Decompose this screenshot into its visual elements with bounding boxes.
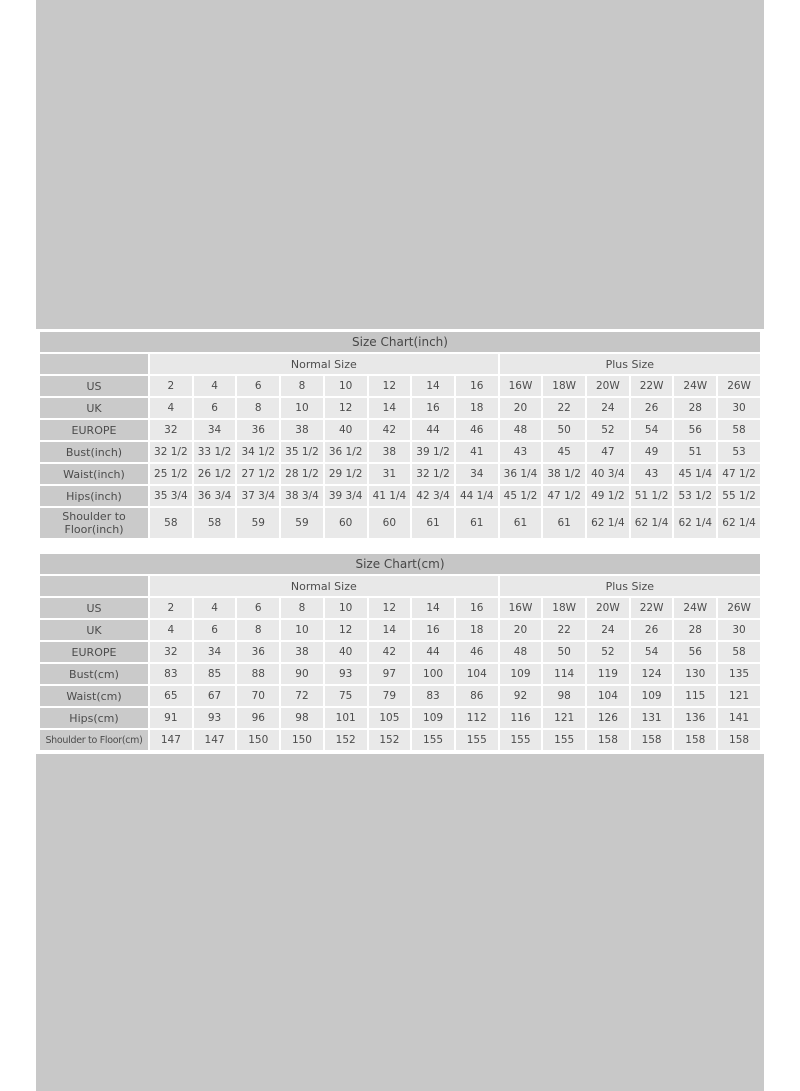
table-cell: 39 3/4: [325, 486, 367, 506]
table-cell: 12: [369, 376, 411, 396]
table-cell: 43: [631, 464, 673, 484]
table-cell: 24W: [674, 376, 716, 396]
row-label: Waist(inch): [40, 464, 148, 484]
table-cell: 40: [325, 420, 367, 440]
table-cell: 18: [456, 620, 498, 640]
table-cell: 115: [674, 686, 716, 706]
table-cell: 8: [281, 598, 323, 618]
table-title: Size Chart(inch): [40, 332, 760, 352]
table-cell: 26W: [718, 598, 760, 618]
table-cell: 45: [543, 442, 585, 462]
table-cell: 12: [325, 398, 367, 418]
table-cell: 90: [281, 664, 323, 684]
row-label: Shoulder to Floor(cm): [40, 730, 148, 750]
table-cell: 41: [456, 442, 498, 462]
table-cell: 22: [543, 620, 585, 640]
table-cell: 38 3/4: [281, 486, 323, 506]
table-cell: 97: [369, 664, 411, 684]
table-cell: 51 1/2: [631, 486, 673, 506]
column-group-row: [40, 354, 760, 374]
table-row: [40, 642, 760, 662]
corner-blank-cell: [40, 576, 148, 596]
table-cell: 58: [150, 508, 192, 538]
table-row: [40, 598, 760, 618]
table-cell: 65: [150, 686, 192, 706]
table-cell: 61: [456, 508, 498, 538]
table-cell: 6: [237, 598, 279, 618]
row-label: Waist(cm): [40, 686, 148, 706]
table-row: [40, 442, 760, 462]
table-cell: 8: [281, 376, 323, 396]
table-cell: 10: [281, 398, 323, 418]
table-cell: 152: [325, 730, 367, 750]
table-cell: 18W: [543, 598, 585, 618]
column-group-plus-size: Plus Size: [500, 354, 760, 374]
table-cell: 45 1/2: [500, 486, 542, 506]
row-label: Bust(cm): [40, 664, 148, 684]
column-group-row: [40, 576, 760, 596]
table-cell: 26: [631, 398, 673, 418]
table-cell: 62 1/4: [587, 508, 629, 538]
table-row: [40, 508, 760, 538]
table-title: Size Chart(cm): [40, 554, 760, 574]
table-cell: 28 1/2: [281, 464, 323, 484]
table-cell: 150: [237, 730, 279, 750]
table-cell: 121: [718, 686, 760, 706]
table-cell: 22W: [631, 598, 673, 618]
table-cell: 30: [718, 620, 760, 640]
table-cell: 51: [674, 442, 716, 462]
table-cell: 92: [500, 686, 542, 706]
column-group-plus-size: Plus Size: [500, 576, 760, 596]
table-cell: 16W: [500, 598, 542, 618]
table-cell: 155: [456, 730, 498, 750]
table-cell: 44 1/4: [456, 486, 498, 506]
table-cell: 79: [369, 686, 411, 706]
table-cell: 54: [631, 642, 673, 662]
table-cell: 36 3/4: [194, 486, 236, 506]
table-cell: 83: [412, 686, 454, 706]
table-cell: 59: [281, 508, 323, 538]
table-cell: 22: [543, 398, 585, 418]
table-cell: 100: [412, 664, 454, 684]
table-cell: 30: [718, 398, 760, 418]
table-cell: 20W: [587, 376, 629, 396]
table-cell: 16: [456, 598, 498, 618]
table-cell: 34: [194, 642, 236, 662]
table-cell: 58: [718, 642, 760, 662]
table-row: [40, 398, 760, 418]
table-row: [40, 464, 760, 484]
table-cell: 101: [325, 708, 367, 728]
table-cell: 18W: [543, 376, 585, 396]
table-cell: 33 1/2: [194, 442, 236, 462]
column-group-normal-size: Normal Size: [150, 354, 498, 374]
table-cell: 46: [456, 420, 498, 440]
table-cell: 29 1/2: [325, 464, 367, 484]
table-cell: 152: [369, 730, 411, 750]
table-cell: 12: [325, 620, 367, 640]
table-cell: 39 1/2: [412, 442, 454, 462]
table-row: [40, 620, 760, 640]
table-cell: 62 1/4: [718, 508, 760, 538]
table-cell: 85: [194, 664, 236, 684]
table-cell: 155: [543, 730, 585, 750]
table-cell: 158: [674, 730, 716, 750]
table-cell: 119: [587, 664, 629, 684]
table-cell: 28: [674, 398, 716, 418]
row-label: Shoulder to Floor(inch): [40, 508, 148, 538]
table-cell: 56: [674, 420, 716, 440]
table-cell: 27 1/2: [237, 464, 279, 484]
table-cell: 4: [150, 620, 192, 640]
table-cell: 55 1/2: [718, 486, 760, 506]
table-cell: 20W: [587, 598, 629, 618]
table-cell: 20: [500, 398, 542, 418]
table-cell: 98: [281, 708, 323, 728]
row-label: UK: [40, 398, 148, 418]
table-cell: 60: [369, 508, 411, 538]
table-cell: 158: [718, 730, 760, 750]
table-cell: 67: [194, 686, 236, 706]
table-cell: 8: [237, 398, 279, 418]
table-cell: 2: [150, 598, 192, 618]
table-cell: 10: [325, 598, 367, 618]
table-cell: 35 3/4: [150, 486, 192, 506]
table-cell: 6: [237, 376, 279, 396]
table-cell: 38: [281, 420, 323, 440]
table-cell: 61: [500, 508, 542, 538]
table-cell: 155: [500, 730, 542, 750]
table-cell: 26W: [718, 376, 760, 396]
table-cell: 49 1/2: [587, 486, 629, 506]
table-cell: 83: [150, 664, 192, 684]
table-cell: 10: [281, 620, 323, 640]
table-cell: 36: [237, 420, 279, 440]
table-cell: 44: [412, 420, 454, 440]
table-cell: 131: [631, 708, 673, 728]
table-cell: 52: [587, 420, 629, 440]
row-label: Hips(inch): [40, 486, 148, 506]
table-cell: 104: [456, 664, 498, 684]
table-cell: 10: [325, 376, 367, 396]
table-cell: 14: [369, 398, 411, 418]
table-cell: 53 1/2: [674, 486, 716, 506]
table-cell: 22W: [631, 376, 673, 396]
table-cell: 41 1/4: [369, 486, 411, 506]
table-row: [40, 708, 760, 728]
table-cell: 35 1/2: [281, 442, 323, 462]
table-cell: 32 1/2: [150, 442, 192, 462]
table-cell: 109: [500, 664, 542, 684]
table-cell: 62 1/4: [631, 508, 673, 538]
table-row: [40, 376, 760, 396]
table-cell: 109: [631, 686, 673, 706]
table-cell: 42: [369, 642, 411, 662]
table-cell: 158: [631, 730, 673, 750]
table-cell: 114: [543, 664, 585, 684]
table-title-row: [40, 554, 760, 574]
table-cell: 136: [674, 708, 716, 728]
table-cell: 4: [194, 376, 236, 396]
table-cell: 38 1/2: [543, 464, 585, 484]
table-cell: 52: [587, 642, 629, 662]
table-cell: 60: [325, 508, 367, 538]
row-label: UK: [40, 620, 148, 640]
table-cell: 44: [412, 642, 454, 662]
table-cell: 56: [674, 642, 716, 662]
table-cell: 93: [325, 664, 367, 684]
table-cell: 28: [674, 620, 716, 640]
table-cell: 34 1/2: [237, 442, 279, 462]
table-cell: 150: [281, 730, 323, 750]
table-cell: 4: [194, 598, 236, 618]
table-cell: 36: [237, 642, 279, 662]
table-cell: 25 1/2: [150, 464, 192, 484]
table-cell: 36 1/4: [500, 464, 542, 484]
table-row: [40, 664, 760, 684]
table-cell: 61: [412, 508, 454, 538]
table-cell: 47: [587, 442, 629, 462]
table-cell: 93: [194, 708, 236, 728]
table-cell: 2: [150, 376, 192, 396]
table-cell: 32: [150, 642, 192, 662]
table-cell: 16W: [500, 376, 542, 396]
row-label: US: [40, 376, 148, 396]
table-cell: 50: [543, 642, 585, 662]
table-cell: 109: [412, 708, 454, 728]
table-cell: 34: [456, 464, 498, 484]
table-cell: 72: [281, 686, 323, 706]
table-row: [40, 686, 760, 706]
table-cell: 34: [194, 420, 236, 440]
table-cell: 49: [631, 442, 673, 462]
table-cell: 37 3/4: [237, 486, 279, 506]
table-cell: 70: [237, 686, 279, 706]
table-cell: 155: [412, 730, 454, 750]
table-cell: 31: [369, 464, 411, 484]
table-cell: 16: [412, 398, 454, 418]
table-cell: 16: [456, 376, 498, 396]
table-cell: 130: [674, 664, 716, 684]
table-cell: 26: [631, 620, 673, 640]
table-cell: 141: [718, 708, 760, 728]
table-cell: 126: [587, 708, 629, 728]
table-cell: 14: [369, 620, 411, 640]
table-cell: 61: [543, 508, 585, 538]
table-row: [40, 486, 760, 506]
table-cell: 116: [500, 708, 542, 728]
table-cell: 58: [194, 508, 236, 538]
table-cell: 58: [718, 420, 760, 440]
table-cell: 75: [325, 686, 367, 706]
table-cell: 4: [150, 398, 192, 418]
table-cell: 32 1/2: [412, 464, 454, 484]
column-group-normal-size: Normal Size: [150, 576, 498, 596]
table-cell: 16: [412, 620, 454, 640]
table-cell: 50: [543, 420, 585, 440]
table-cell: 32: [150, 420, 192, 440]
row-label: EUROPE: [40, 642, 148, 662]
table-cell: 86: [456, 686, 498, 706]
row-label: EUROPE: [40, 420, 148, 440]
table-cell: 47 1/2: [543, 486, 585, 506]
table-cell: 40 3/4: [587, 464, 629, 484]
size-chart-panel: [36, 329, 764, 754]
table-cell: 42 3/4: [412, 486, 454, 506]
table-title-row: [40, 332, 760, 352]
table-cell: 47 1/2: [718, 464, 760, 484]
table-cell: 54: [631, 420, 673, 440]
table-cell: 46: [456, 642, 498, 662]
table-cell: 48: [500, 420, 542, 440]
table-cell: 88: [237, 664, 279, 684]
table-cell: 158: [587, 730, 629, 750]
table-cell: 14: [412, 376, 454, 396]
size-chart-cm-table: [38, 552, 762, 752]
table-cell: 96: [237, 708, 279, 728]
row-label: Bust(inch): [40, 442, 148, 462]
table-cell: 62 1/4: [674, 508, 716, 538]
row-label: US: [40, 598, 148, 618]
table-cell: 124: [631, 664, 673, 684]
table-cell: 91: [150, 708, 192, 728]
table-cell: 6: [194, 620, 236, 640]
table-cell: 24: [587, 398, 629, 418]
table-cell: 147: [194, 730, 236, 750]
table-cell: 104: [587, 686, 629, 706]
table-cell: 105: [369, 708, 411, 728]
table-cell: 53: [718, 442, 760, 462]
table-cell: 24: [587, 620, 629, 640]
table-cell: 38: [369, 442, 411, 462]
table-cell: 112: [456, 708, 498, 728]
table-cell: 121: [543, 708, 585, 728]
table-cell: 6: [194, 398, 236, 418]
table-row: [40, 730, 760, 750]
table-cell: 18: [456, 398, 498, 418]
table-cell: 26 1/2: [194, 464, 236, 484]
table-cell: 40: [325, 642, 367, 662]
row-label: Hips(cm): [40, 708, 148, 728]
table-cell: 45 1/4: [674, 464, 716, 484]
table-cell: 98: [543, 686, 585, 706]
table-cell: 36 1/2: [325, 442, 367, 462]
table-cell: 24W: [674, 598, 716, 618]
table-cell: 43: [500, 442, 542, 462]
table-cell: 20: [500, 620, 542, 640]
size-chart-inch-table: [38, 330, 762, 540]
table-cell: 59: [237, 508, 279, 538]
table-cell: 8: [237, 620, 279, 640]
table-cell: 42: [369, 420, 411, 440]
table-cell: 38: [281, 642, 323, 662]
gray-canvas: [36, 0, 764, 1091]
table-cell: 14: [412, 598, 454, 618]
table-cell: 135: [718, 664, 760, 684]
table-cell: 48: [500, 642, 542, 662]
table-cell: 147: [150, 730, 192, 750]
corner-blank-cell: [40, 354, 148, 374]
table-cell: 12: [369, 598, 411, 618]
table-row: [40, 420, 760, 440]
